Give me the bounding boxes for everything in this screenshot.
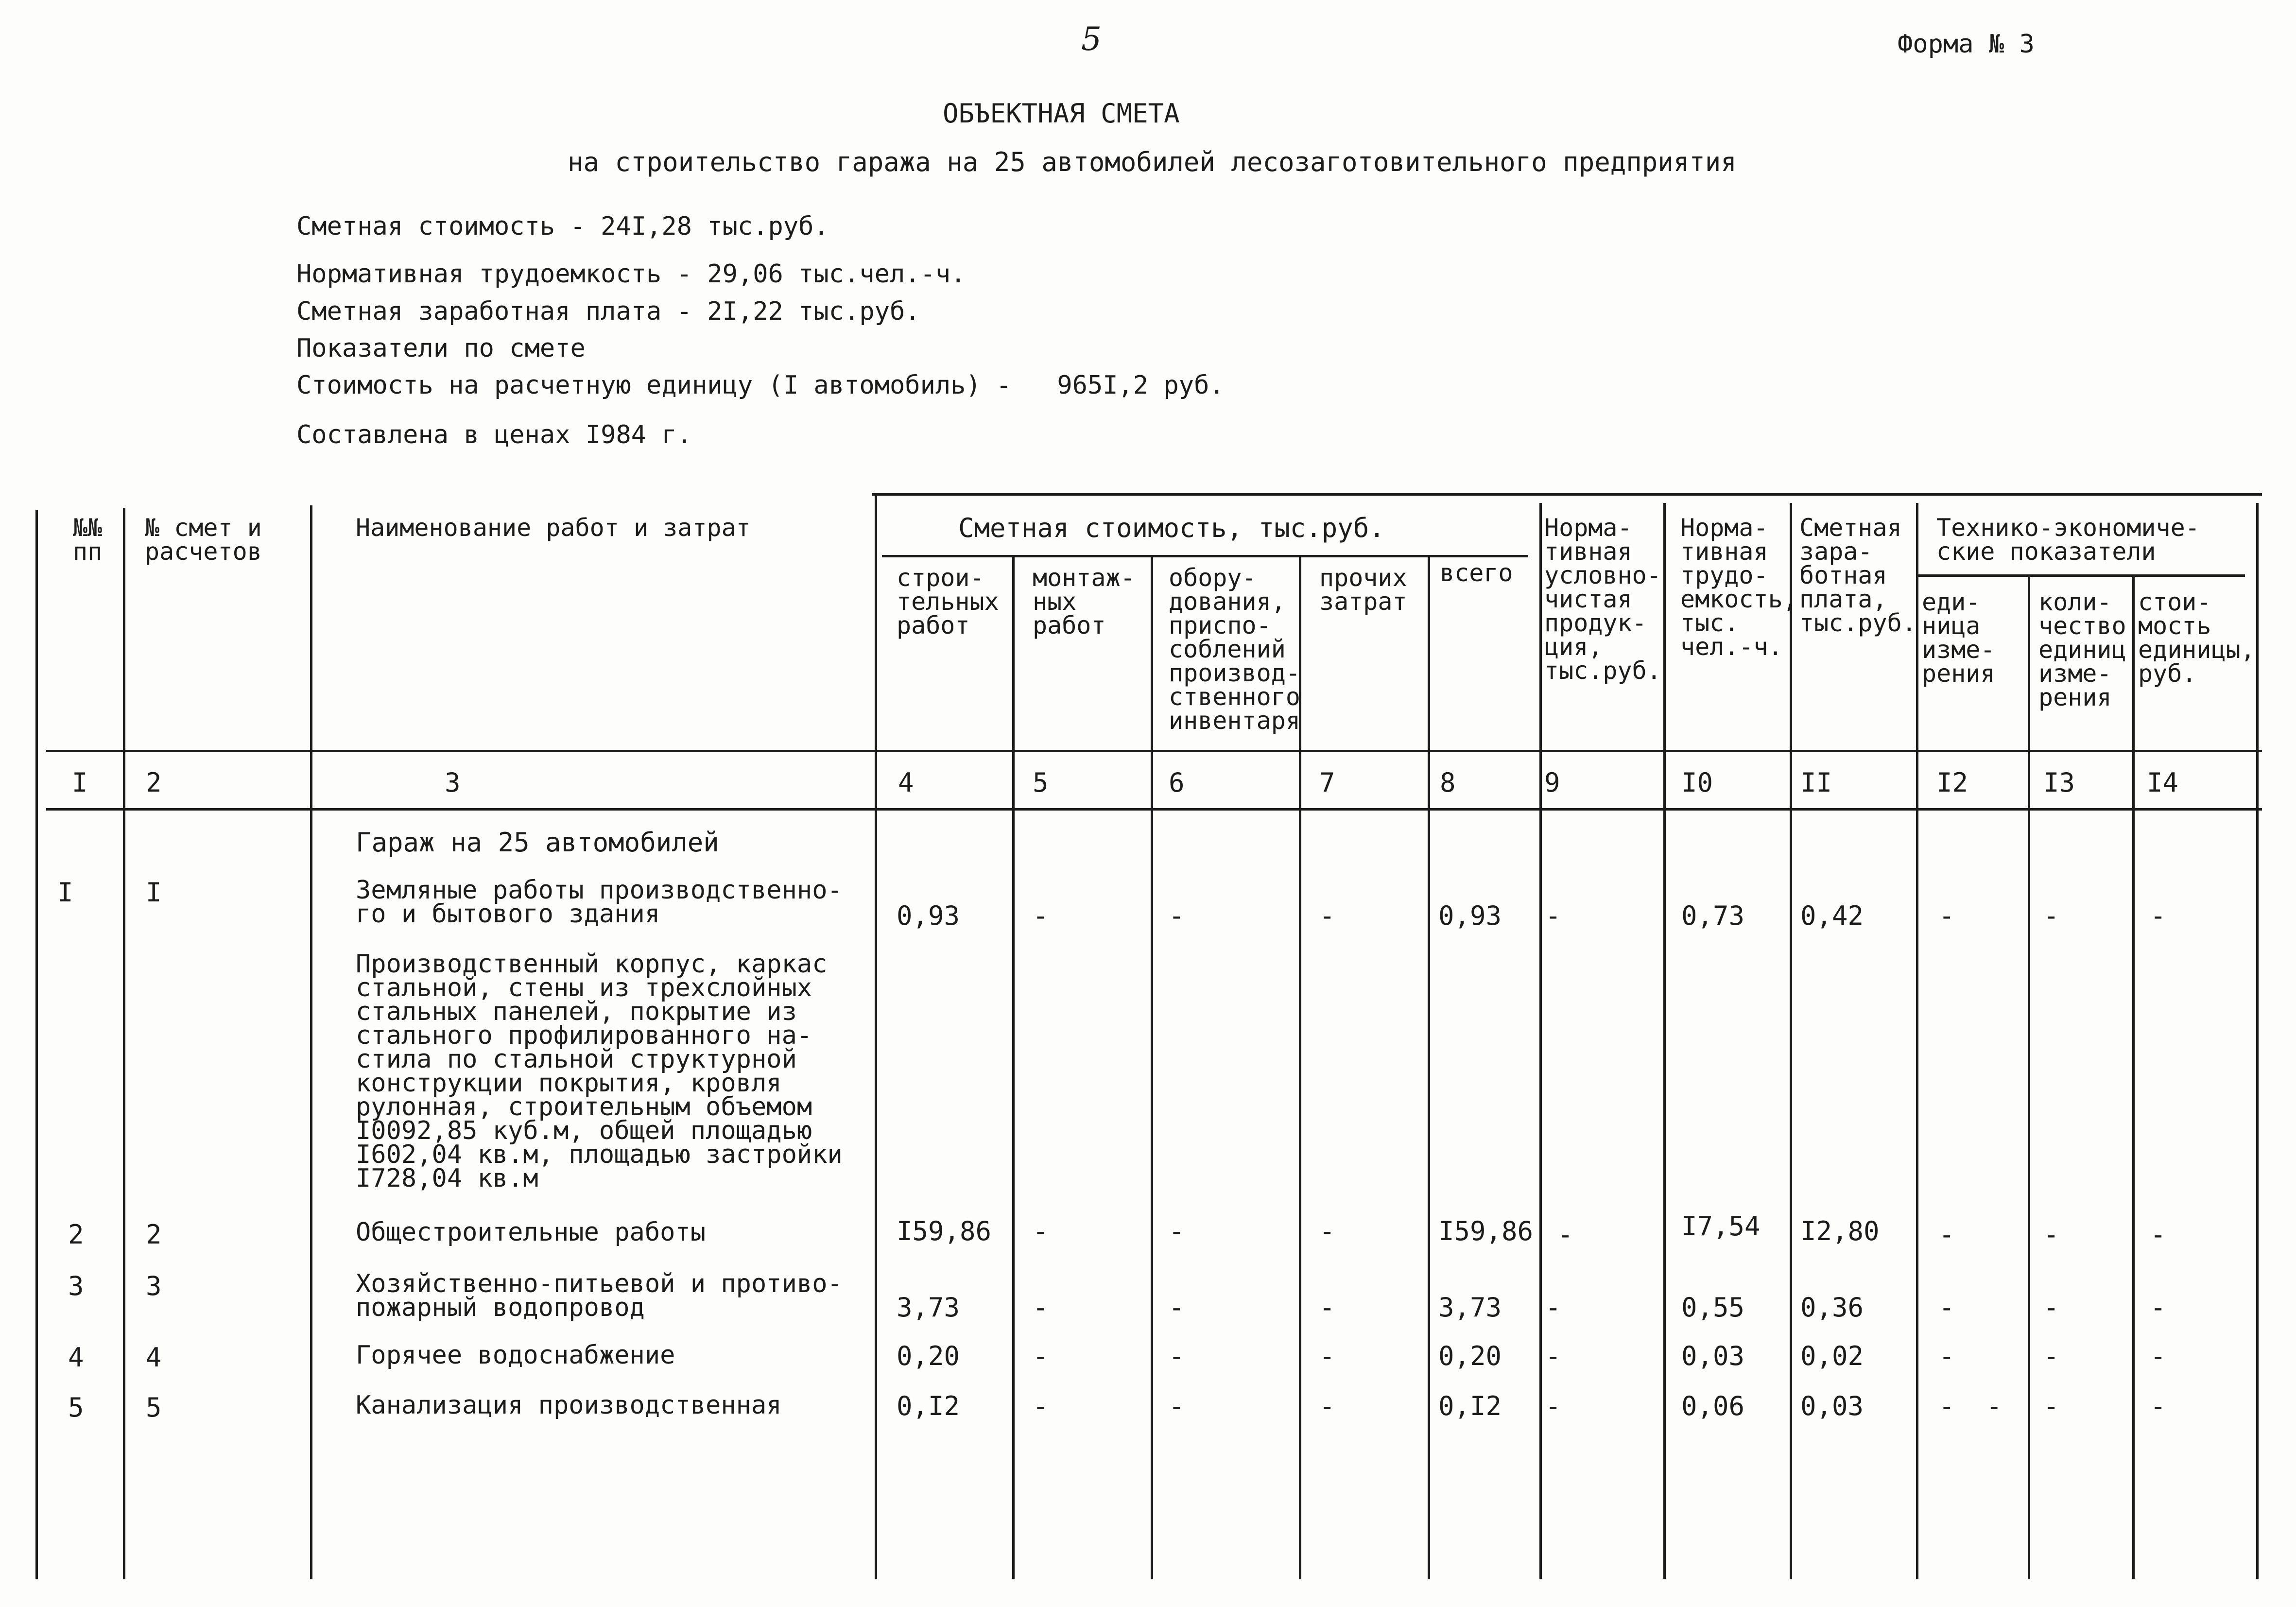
column-number: 7	[1319, 767, 1335, 798]
col-rule-8	[1539, 503, 1542, 1579]
row-smeta: I	[146, 877, 162, 908]
row-total: 0,20	[1438, 1341, 1502, 1371]
page-number: 5	[1081, 20, 1102, 58]
row-unit: -	[1939, 1341, 1955, 1371]
row-wages: 0,03	[1800, 1391, 1864, 1421]
header-wages: Сметная зара- ботная плата, тыс.руб.	[1799, 514, 1916, 637]
header-equipment: обору- дования, приспо- соблений производ- ственного инвентаря	[1169, 564, 1300, 735]
column-number: 4	[898, 767, 914, 798]
row-num: 2	[68, 1219, 84, 1250]
row-unit: -	[1939, 900, 1955, 931]
row-quantity: -	[2043, 900, 2059, 931]
row-wages: I2,80	[1800, 1216, 1880, 1246]
col-rule-7	[1428, 556, 1430, 1579]
col-rule-13	[2132, 576, 2135, 1579]
row-num: 4	[68, 1342, 84, 1373]
col-rule-9	[1663, 503, 1666, 1579]
row-wages: 0,02	[1800, 1341, 1864, 1371]
col-rule-11	[1916, 503, 1918, 1579]
row-normative-product: -	[1545, 900, 1561, 931]
row-smeta: 3	[146, 1271, 162, 1301]
row-other: -	[1319, 1341, 1335, 1371]
row-name: Горячее водоснабжение	[356, 1341, 675, 1370]
table-right-rule	[2256, 503, 2259, 1579]
col-rule-1	[123, 508, 125, 1579]
row-total: I59,86	[1438, 1216, 1534, 1246]
row-equipment: -	[1169, 900, 1185, 931]
document-subtitle: на строительство гаража на 25 автомобилей лесозаготовительного предприятия	[568, 147, 1737, 177]
row-quantity: -	[2043, 1391, 2059, 1421]
row-name: Хозяйственно-питьевой и противо- пожарный водопровод	[356, 1269, 843, 1322]
header-other: прочих затрат	[1319, 564, 1407, 616]
row-mounting: -	[1033, 1391, 1049, 1421]
row-unit: -	[1939, 1292, 1955, 1323]
row-mounting: -	[1033, 900, 1049, 931]
header-tech-group: Технико-экономиче- ские показатели	[1936, 514, 2200, 566]
col-rule-10	[1790, 503, 1792, 1579]
header-quantity: коли- чество единиц изме- рения	[2038, 588, 2126, 711]
row-unit: - -	[1939, 1391, 2003, 1421]
header-num: №№ пп	[73, 514, 103, 566]
row-other: -	[1319, 1391, 1335, 1421]
header-mounting: монтаж- ных работ	[1033, 564, 1135, 639]
header-name: Наименование работ и затрат	[356, 514, 751, 542]
column-number: 2	[146, 767, 162, 798]
row-other: -	[1319, 1216, 1335, 1246]
row-construction: 0,93	[897, 900, 960, 931]
row-normative-product: -	[1545, 1292, 1561, 1323]
col-rule-4	[1012, 556, 1015, 1579]
row-equipment: -	[1169, 1391, 1185, 1421]
summary-cost: Сметная стоимость - 24I,28 тыс.руб.	[296, 212, 829, 241]
row-total: 3,73	[1438, 1292, 1502, 1323]
column-number: 8	[1440, 767, 1456, 798]
row-mounting: -	[1033, 1341, 1049, 1371]
row-total: 0,I2	[1438, 1391, 1502, 1421]
building-description: Производственный корпус, каркас стальной, стены из трехслойных стальных панелей, покрытие из стального профилированного на- стила по стальной структурной конструкции покрытия, кровля рулонная, строительным объемом I0092,85 куб.м, общей площадью I602,04 кв.м, площадью застройки I728,04 кв.м	[356, 950, 843, 1193]
row-name: Общестроительные работы	[356, 1218, 706, 1247]
row-other: -	[1319, 1292, 1335, 1323]
row-construction: 3,73	[897, 1292, 960, 1323]
row-num: 3	[68, 1271, 84, 1301]
row-quantity: -	[2043, 1292, 2059, 1323]
header-normative-product: Норма- тивная условно- чистая продук- ция, тыс.руб.	[1544, 514, 1661, 685]
document-title: ОБЪЕКТНАЯ СМЕТА	[943, 98, 1180, 129]
row-normative-labor: 0,73	[1681, 900, 1745, 931]
row-construction: I59,86	[897, 1216, 992, 1246]
row-equipment: -	[1169, 1216, 1185, 1246]
header-normative-labor: Норма- тивная трудо- емкость, тыс. чел.-ч.	[1680, 514, 1797, 661]
row-normative-product: -	[1557, 1219, 1573, 1250]
column-number: I4	[2147, 767, 2179, 798]
row-num: 5	[68, 1392, 84, 1423]
row-total: 0,93	[1438, 900, 1502, 931]
tech-subheader-rule	[1917, 574, 2245, 577]
table-top-rule	[872, 493, 2262, 496]
col-rule-5	[1151, 556, 1153, 1579]
column-number-rule	[46, 808, 2262, 811]
row-quantity: -	[2043, 1219, 2059, 1250]
column-number: I0	[1681, 767, 1713, 798]
row-construction: 0,20	[897, 1341, 960, 1371]
row-name: Канализация производственная	[356, 1391, 782, 1420]
row-wages: 0,42	[1800, 900, 1864, 931]
summary-labor: Нормативная трудоемкость - 29,06 тыс.чел.-ч.	[296, 259, 966, 289]
row-wages: 0,36	[1800, 1292, 1864, 1323]
row-smeta: 2	[146, 1219, 162, 1250]
row-unit-price: -	[2150, 1292, 2166, 1323]
header-total: всего	[1440, 559, 1513, 587]
section-title: Гараж на 25 автомобилей	[356, 827, 719, 858]
row-normative-product: -	[1545, 1391, 1561, 1421]
column-number: 3	[445, 767, 461, 798]
row-normative-labor: I7,54	[1681, 1211, 1761, 1242]
summary-prices: Составлена в ценах I984 г.	[296, 420, 692, 449]
header-construction: строи- тельных работ	[897, 564, 999, 639]
row-normative-labor: 0,06	[1681, 1391, 1745, 1421]
column-number: 6	[1169, 767, 1185, 798]
form-label: Форма № 3	[1898, 30, 2035, 59]
summary-unit-cost: Стоимость на расчетную единицу (I автомобиль) - 965I,2 руб.	[296, 371, 1225, 400]
column-number: 5	[1033, 767, 1049, 798]
summary-indicators: Показатели по смете	[296, 334, 586, 363]
row-unit-price: -	[2150, 900, 2166, 931]
row-mounting: -	[1033, 1216, 1049, 1246]
table-left-rule	[35, 510, 38, 1579]
summary-wages: Сметная заработная плата - 2I,22 тыс.руб.	[296, 297, 920, 326]
cost-subheader-rule	[882, 555, 1528, 557]
row-construction: 0,I2	[897, 1391, 960, 1421]
row-smeta: 5	[146, 1392, 162, 1423]
row-normative-product: -	[1545, 1341, 1561, 1371]
col-rule-2	[310, 505, 312, 1579]
header-unit-price: стои- мость единицы, руб.	[2138, 588, 2255, 688]
header-cost-group: Сметная стоимость, тыс.руб.	[958, 513, 1385, 543]
row-equipment: -	[1169, 1292, 1185, 1323]
col-rule-12	[2028, 576, 2030, 1579]
column-number: 9	[1544, 767, 1560, 798]
row-unit-price: -	[2150, 1219, 2166, 1250]
row-mounting: -	[1033, 1292, 1049, 1323]
column-number: I2	[1936, 767, 1968, 798]
row-normative-labor: 0,03	[1681, 1341, 1745, 1371]
header-smeta: № смет и расчетов	[145, 514, 262, 566]
header-unit: еди- ница изме- рения	[1922, 588, 1995, 688]
row-unit: -	[1939, 1219, 1955, 1250]
row-unit-price: -	[2150, 1341, 2166, 1371]
row-unit-price: -	[2150, 1391, 2166, 1421]
row-smeta: 4	[146, 1342, 162, 1373]
row-name: Земляные работы производственно- го и бытового здания	[356, 876, 843, 929]
row-normative-labor: 0,55	[1681, 1292, 1745, 1323]
row-equipment: -	[1169, 1341, 1185, 1371]
header-bottom-rule	[46, 750, 2262, 752]
column-number: II	[1800, 767, 1832, 798]
column-number: I3	[2043, 767, 2075, 798]
col-rule-3	[875, 495, 877, 1579]
column-number: I	[72, 767, 88, 798]
row-other: -	[1319, 900, 1335, 931]
row-num: I	[57, 877, 73, 908]
row-quantity: -	[2043, 1341, 2059, 1371]
